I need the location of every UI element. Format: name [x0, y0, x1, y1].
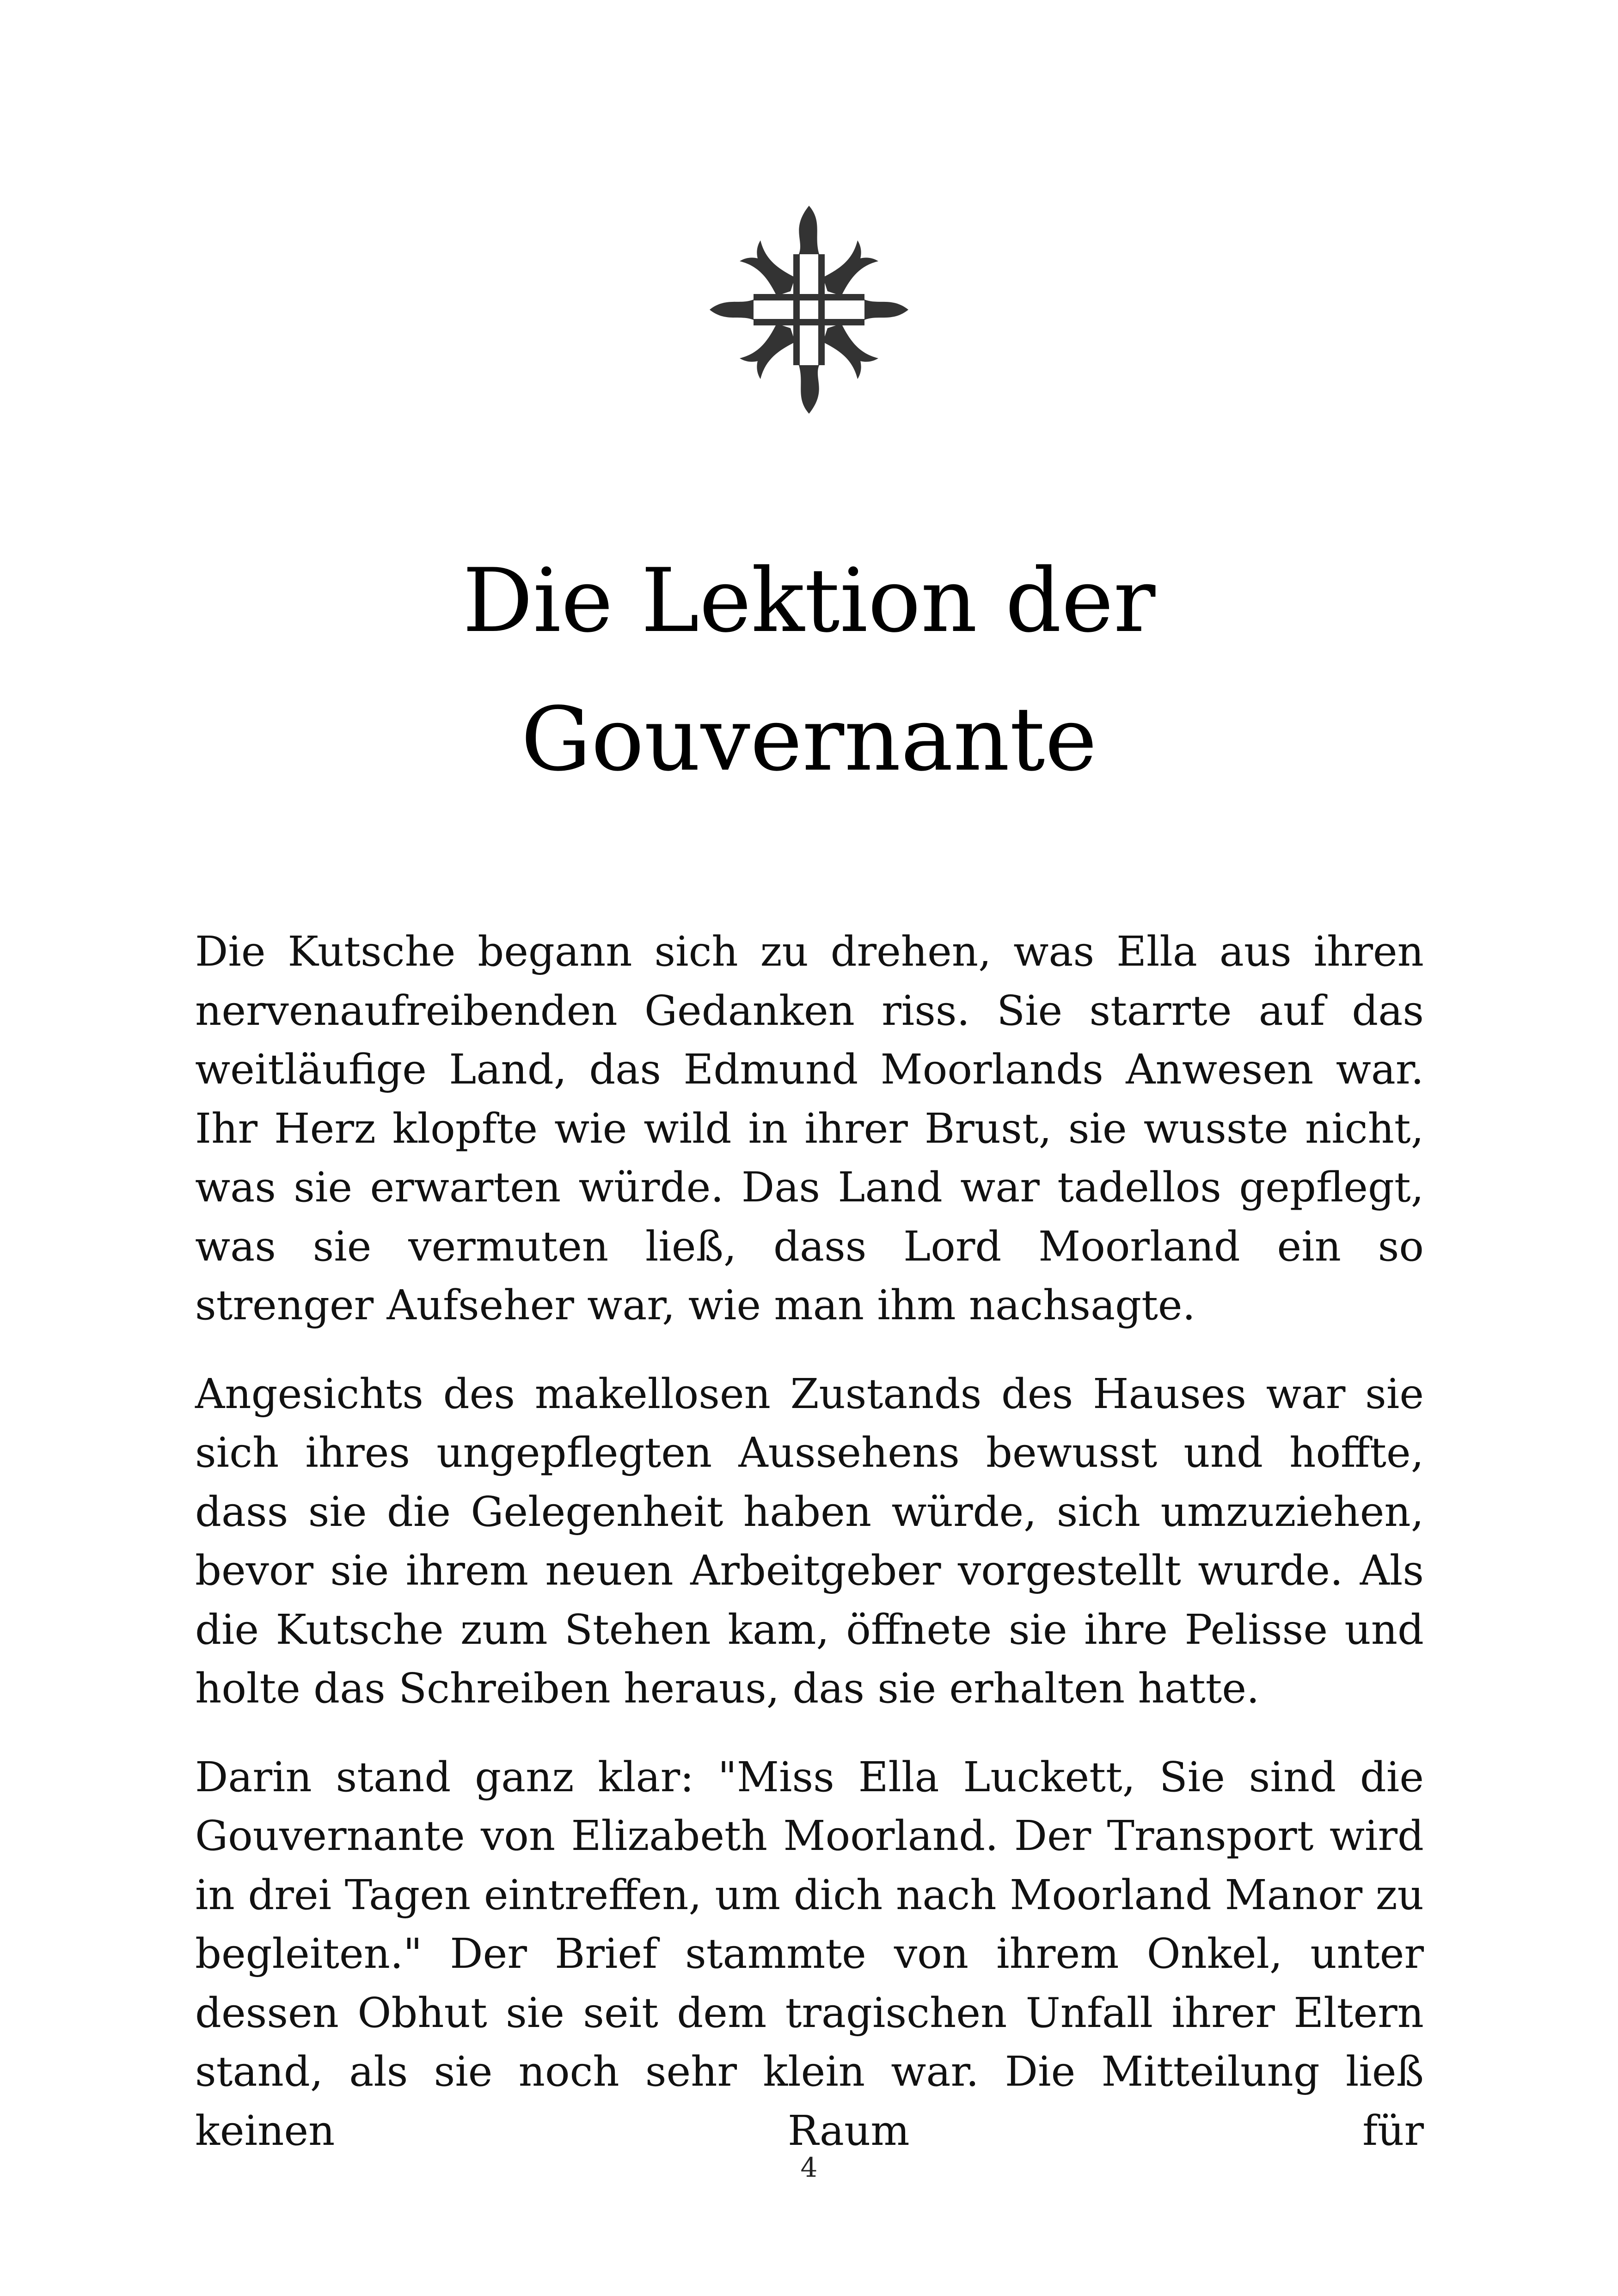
- paragraph-2: Angesichts des makellosen Zustands des Hauses war sie sich ihres ungepflegten Aussehens bewusst und hoffte, dass sie die Gelegenheit haben würde, sich umzuziehen, bevor sie ihrem neuen Arbeitgeber vorgestellt wurde. Als die Kutsche zum Stehen kam, öffnete sie ihre Pelisse und holte das Schreiben heraus, das sie erhalten hatte.: [195, 1369, 1424, 1712]
- chapter-body: [195, 922, 1424, 2160]
- paragraph-1: Die Kutsche begann sich zu drehen, was Ella aus ihren nervenaufreibenden Gedanken riss. Sie starrte auf das weitläufige Land, das Edmund Moorlands Anwesen war. Ihr Herz klopfte wie wild in ihrer Brust, sie wusste nicht, was sie erwarten würde. Das Land war tadellos gepflegt, was sie vermuten ließ, dass Lord Moorland ein so strenger Aufseher war, wie man ihm nachsagte.: [195, 927, 1424, 1329]
- page-number: 4: [800, 2152, 818, 2183]
- chapter-title-line-2: Gouvernante: [521, 688, 1097, 790]
- chapter-title-line-1: Die Lektion der: [462, 550, 1156, 652]
- decorative-cross-flourish-icon: [707, 203, 911, 416]
- chapter-title: [0, 532, 1618, 809]
- paragraph-3: Darin stand ganz klar: "Miss Ella Luckett, Sie sind die Gouvernante von Elizabeth Moorland. Der Transport wird in drei Tagen eintreffen, um dich nach Moorland Manor zu begleiten." Der Brief stammte von ihrem Onkel, unter dessen Obhut sie seit dem tragischen Unfall ihrer Eltern stand, als sie noch sehr klein war. Die Mitteilung ließ keinen Raum für: [195, 1752, 1424, 2155]
